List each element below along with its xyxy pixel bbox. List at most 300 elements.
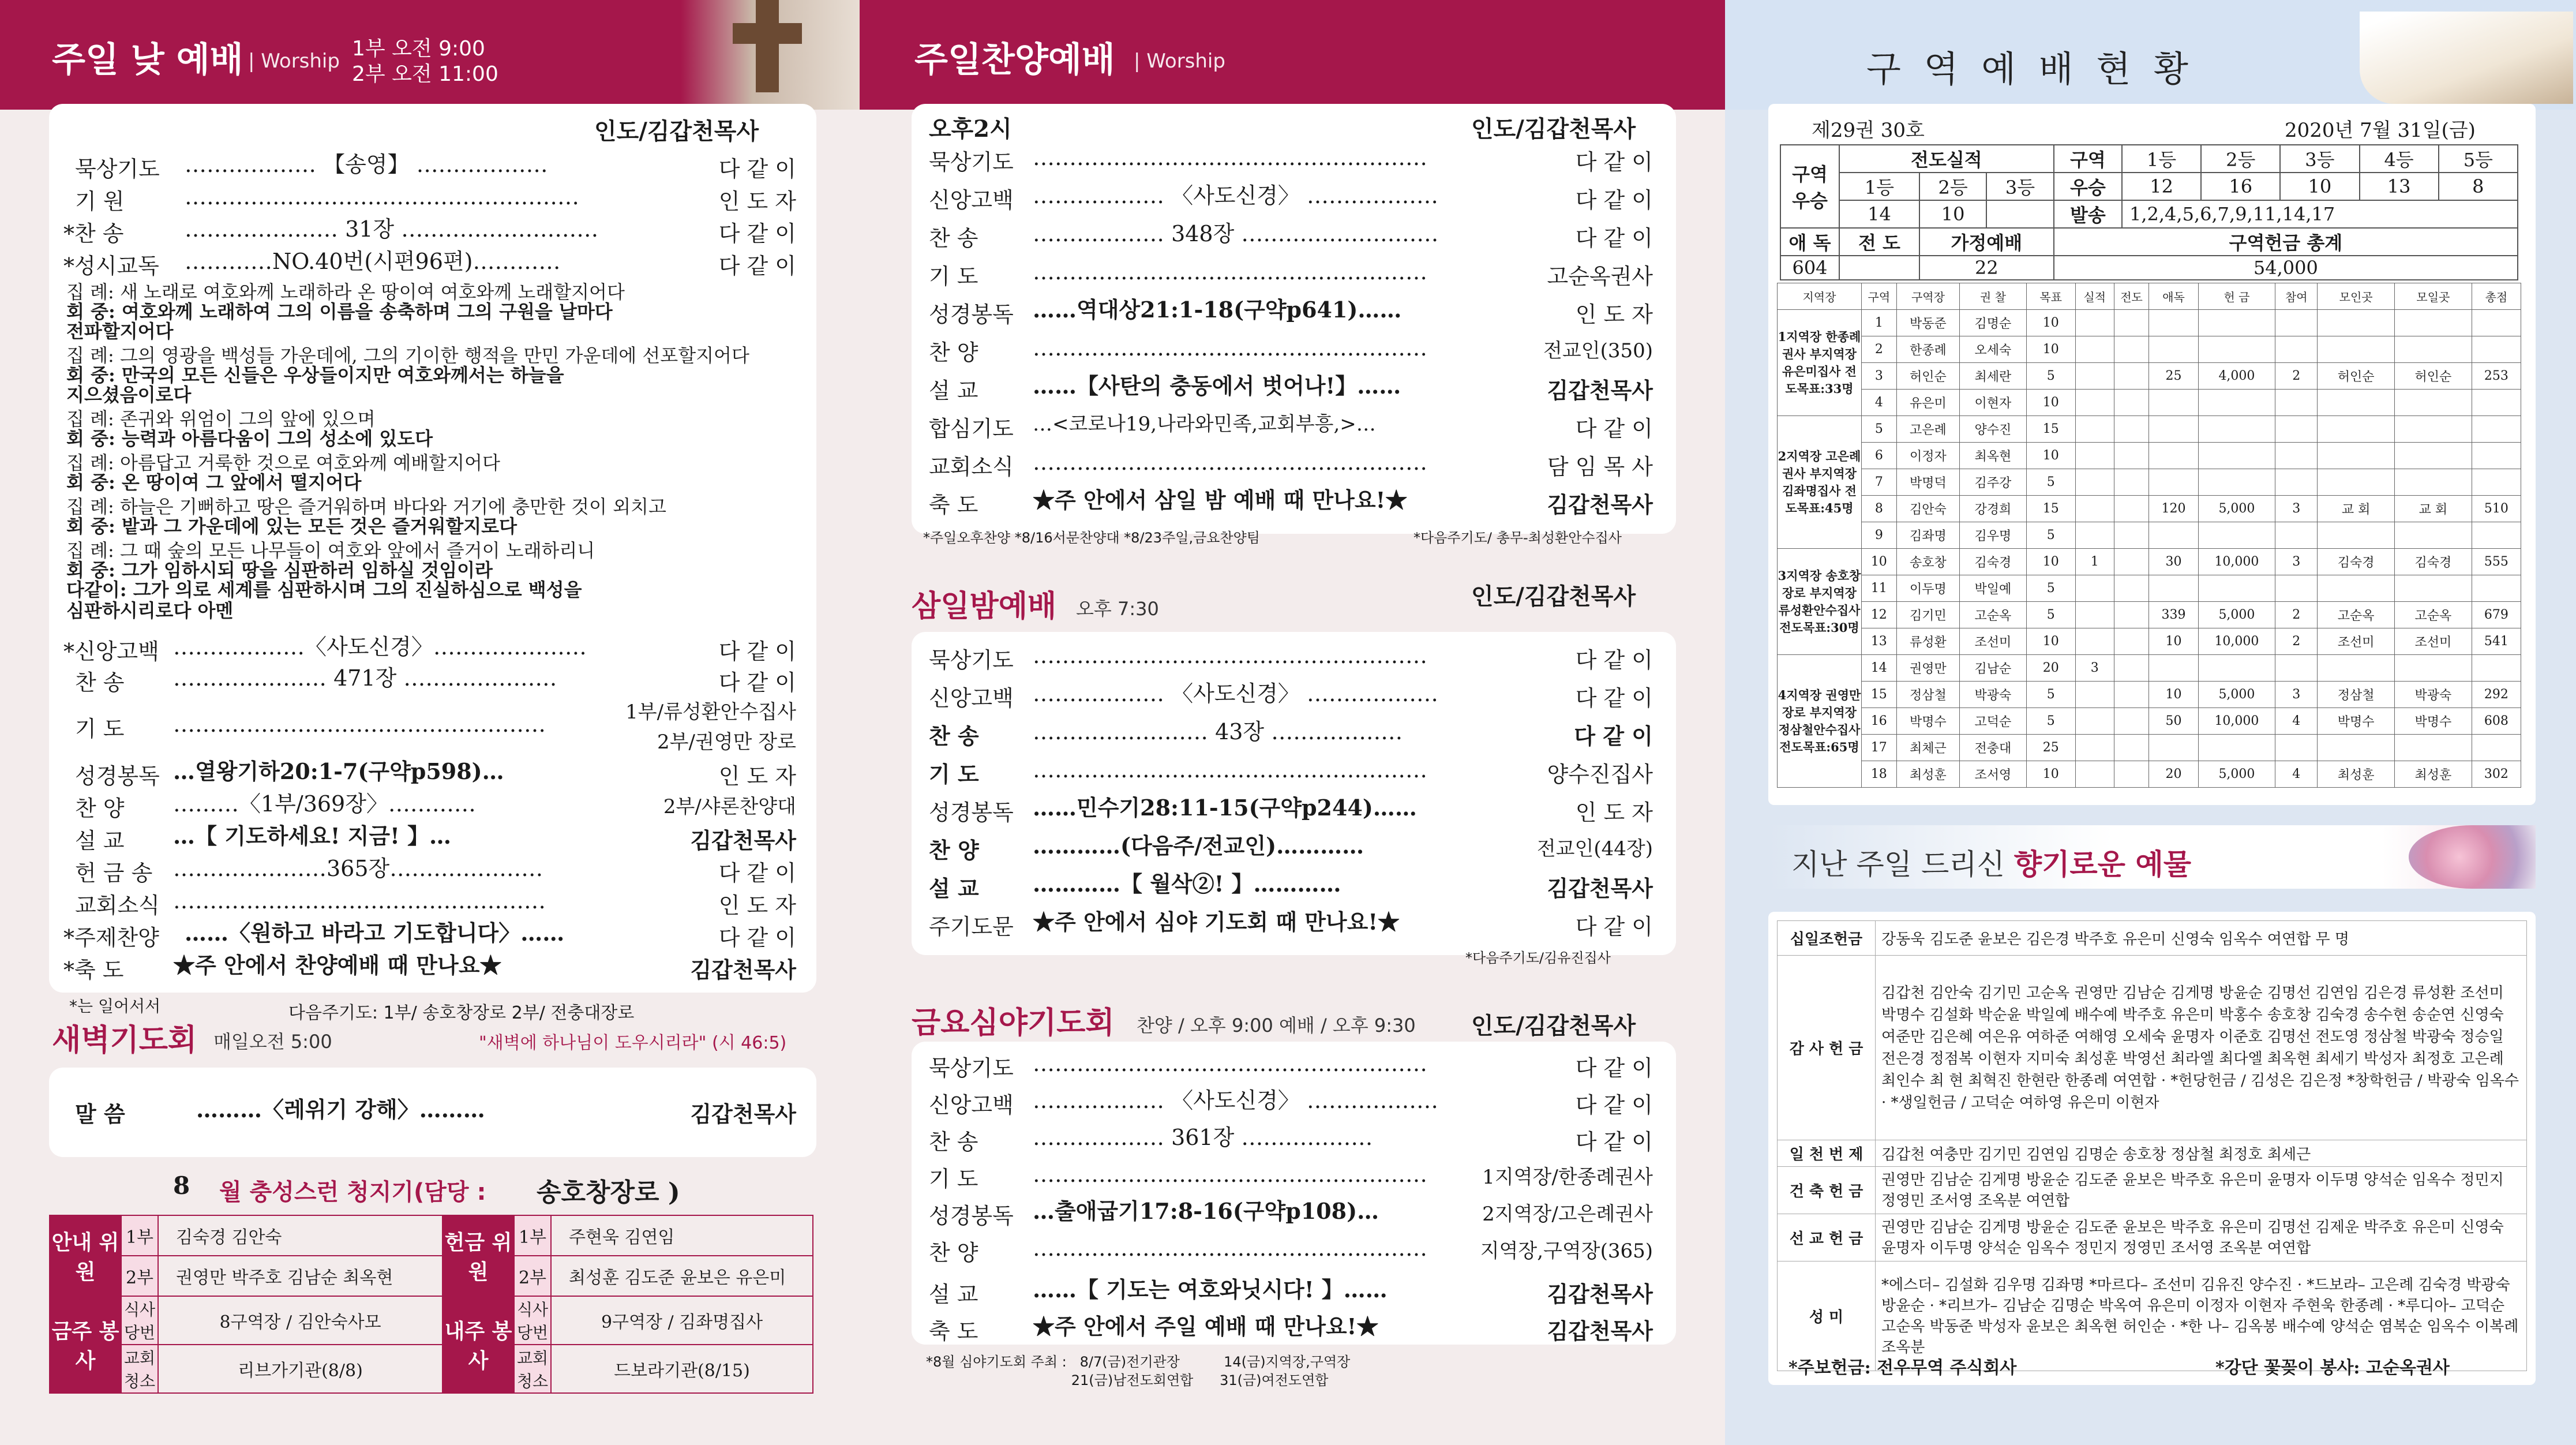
summary-cell: 8: [2439, 173, 2518, 200]
item-label: 묵상기도: [929, 647, 1014, 673]
cell-value: 11: [1861, 575, 1896, 602]
cell-value: 4: [1861, 390, 1896, 416]
header-title: 주일찬양예배: [914, 40, 1115, 80]
cell-value: 5: [2026, 575, 2075, 602]
dawn-motto: "새벽에 하나님이 도우시리라" (시 46:5): [479, 1033, 787, 1053]
issue-date: 2020년 7월 31일(금): [2285, 119, 2476, 142]
item-body: ………………………………………………: [1033, 757, 1427, 783]
cell-value: [2114, 761, 2149, 788]
cell-value: [2275, 310, 2318, 336]
cell-value: [2075, 761, 2114, 788]
cell-value: 고순옥: [2318, 602, 2395, 628]
resp-line: 전파할지어다: [66, 321, 174, 342]
cell-value: [2275, 390, 2318, 416]
cell-value: [2149, 735, 2198, 761]
item-body: ………………………………………………: [1033, 259, 1427, 284]
cell-value: 류성환: [1896, 628, 1959, 655]
item-body: ……………… 〈사도신경〉 ………………: [1033, 681, 1438, 706]
cell-value: 고덕순: [1960, 708, 2027, 735]
cell-value: [2318, 575, 2395, 602]
duty-people: 리브가기관(8/8): [158, 1345, 443, 1393]
item-label: 찬 송: [929, 723, 979, 749]
cell-value: [2075, 496, 2114, 522]
item-right: 1지역장/한종례권사: [1482, 1166, 1653, 1189]
item-right: 2부/샤론찬양대: [663, 795, 796, 818]
cell-value: 10: [2149, 628, 2198, 655]
cross-photo: [681, 0, 860, 110]
cell-value: 10: [2026, 443, 2075, 469]
cell-value: [2198, 575, 2275, 602]
cell-value: 5,000: [2198, 761, 2275, 788]
cell-value: 권영만: [1896, 655, 1959, 682]
cell-value: 5: [2026, 602, 2075, 628]
table-row: [1778, 443, 2521, 469]
cell-value: 조선미: [1960, 628, 2027, 655]
item-right: 다 같 이: [1575, 226, 1653, 251]
item-right: 다 같 이: [1575, 188, 1653, 213]
table-row: [50, 1296, 813, 1345]
summary-cell: 10: [2280, 173, 2359, 200]
cell-value: [2149, 310, 2198, 336]
item-label: 신앙고백: [929, 1092, 1014, 1118]
resp-line: 지으셨음이로다: [66, 384, 192, 405]
item-label: *축 도: [63, 957, 124, 983]
cell-value: [2395, 336, 2472, 363]
header-title: 주일 낮 예배: [52, 40, 243, 80]
cell-value: 2: [2275, 602, 2318, 628]
table-row: [1778, 496, 2521, 522]
item-body: …【 기도하세요! 지금! 】…: [173, 823, 452, 849]
table-row: [1778, 1214, 2527, 1261]
duty-sub: 식사당번: [121, 1296, 158, 1345]
resp-line: 회 중: 만국의 모든 신들은 우상들이지만 여호와께서는 하늘을: [66, 365, 564, 385]
cell-value: [2318, 310, 2395, 336]
item-right: 인 도 자: [718, 189, 796, 214]
table-row: [1778, 363, 2521, 390]
item-body: ……………… 〈사도신경〉 ………………: [1033, 183, 1438, 208]
header-sub: | Worship: [248, 50, 340, 73]
item-label: *신앙고백: [63, 639, 159, 664]
cell-value: [2114, 416, 2149, 443]
item-label: 신앙고백: [929, 686, 1014, 711]
offering-text: 권영만 김남순 김게명 방윤순 김도준 윤보은 박주호 유은미 윤명자 이두명 양석순 임옥수 정민지 정영민 조서영 조옥분 여연합: [1876, 1167, 2527, 1214]
item-label: 설 교: [75, 828, 125, 853]
table-header-row: [1778, 283, 2521, 310]
summary-head: 구역헌금 총계: [2054, 228, 2518, 256]
item-label: *주제찬양: [63, 925, 159, 950]
cell-value: [2075, 628, 2114, 655]
item-body: ………………………………………………: [1033, 1051, 1427, 1076]
offering-title: [1791, 841, 2191, 883]
item-body: ………………………………………………: [1033, 1162, 1427, 1187]
item-right: 김갑천목사: [690, 828, 796, 853]
cell-value: [2114, 575, 2149, 602]
cell-value: 10: [2026, 390, 2075, 416]
offering-text: 김갑천 김안숙 김기민 고순옥 권영만 김남순 김게명 방윤순 김명선 김연임 김은경 류성환 조선미 박명수 김설화 박순윤 박일예 배수예 박주호 유은미 박홍수 송호창 김숙경 송수현 송순연 신영숙 여준만 김은혜 여은유 여하준 여해영 오세숙 윤명자 이준호 김명선 전도영 정삼철 박광숙 정승일 전은경 정점복 이현자 지미숙 최성훈 박영선 최라엘 최다엘 최옥현 최세기 박성자 최정호 고은례 최인수 최 현 최혁진 한현란 한종례 여연합 · *헌당헌금 / 김성은 김은정 *창학헌금 / 박광숙 임옥수 · *생일헌금 / 고덕순 여하영 유은미 이현자: [1876, 956, 2527, 1140]
cell-value: 14: [1861, 655, 1896, 682]
item-label: *찬 송: [63, 221, 124, 246]
offering-title-plain: 지난 주일 드리신: [1791, 848, 2014, 881]
item-right: 다 같 이: [718, 925, 796, 950]
col-header: 모일곳: [2395, 283, 2472, 310]
summary-cell: 54,000: [2054, 256, 2518, 280]
afternoon-note2: *다음주기도/ 총무-최성환안수집사: [1413, 530, 1622, 546]
cell-value: 김숙경: [1960, 549, 2027, 575]
cell-value: 김좌명: [1896, 522, 1959, 549]
cell-value: [2275, 416, 2318, 443]
duty-sub: 2부: [121, 1256, 158, 1296]
item-label: 헌 금 송: [75, 860, 153, 886]
header-title: 구 역 예 배 현 황: [1866, 48, 2194, 90]
cell-value: [2075, 575, 2114, 602]
summary-cell: 13: [2360, 173, 2439, 200]
cell-value: 5: [2026, 469, 2075, 496]
cell-value: [2275, 575, 2318, 602]
offering-banner: [1768, 825, 2536, 889]
cell-value: 25: [2026, 735, 2075, 761]
item-label: 찬 양: [929, 837, 979, 863]
resp-line: 다같이: 그가 의로 세계를 심판하시며 그의 진실하심으로 백성을: [66, 579, 582, 600]
summary-cell: 1등: [1839, 173, 1919, 200]
cell-value: [2114, 363, 2149, 390]
item-body: ……………………………………………: [173, 712, 546, 737]
cell-value: [2075, 735, 2114, 761]
cell-value: 18: [1861, 761, 1896, 788]
next-prayer: 다음주기도: 1부/ 송호창장로 2부/ 전충대장로: [288, 1003, 635, 1023]
item-body: ★주 안에서 심야 기도회 때 만나요!★: [1033, 909, 1400, 935]
offering-text: 강동욱 김도준 윤보은 김은경 박주호 유은미 신영숙 임옥수 여연합 무 명: [1876, 921, 2527, 956]
cell-value: [2198, 522, 2275, 549]
cell-value: [2318, 443, 2395, 469]
cell-value: 이두명: [1896, 575, 1959, 602]
table-row: [1778, 336, 2521, 363]
cell-value: [2114, 469, 2149, 496]
item-label: 축 도: [929, 492, 978, 518]
cell-value: 허인순: [1896, 363, 1959, 390]
cell-value: [2149, 575, 2198, 602]
cell-value: [2395, 390, 2472, 416]
cell-value: 송호창: [1896, 549, 1959, 575]
cell-value: 3: [2075, 655, 2114, 682]
item-right: 김갑천목사: [1547, 377, 1653, 403]
item-label: 찬 송: [929, 1129, 978, 1155]
cell-value: 4: [2275, 708, 2318, 735]
cell-value: [2472, 735, 2521, 761]
item-label: 찬 양: [75, 796, 125, 821]
cell-value: [2198, 443, 2275, 469]
item-label: 설 교: [929, 875, 979, 901]
cell-value: [2472, 469, 2521, 496]
cell-value: 10,000: [2198, 628, 2275, 655]
offering-label: 일 천 번 제: [1778, 1140, 1876, 1167]
item-right: 다 같 이: [1575, 1129, 1653, 1155]
item-label: 찬 양: [929, 1240, 978, 1266]
col-header: 헌 금: [2198, 283, 2275, 310]
cell-value: 김기민: [1896, 602, 1959, 628]
item-body: ………………………………………………: [1033, 145, 1427, 170]
resp-line: 집 례: 그의 영광을 백성들 가운데에, 그의 기이한 행적을 만민 가운데에 선포할지어다: [66, 345, 749, 366]
resp-line: 회 중: 밭과 그 가운데에 있는 모든 것은 즐거워할지로다: [66, 516, 518, 537]
offering-text: 김갑천 여충만 김기민 김연임 김명순 송호창 정삼철 최정호 최세근: [1876, 1140, 2527, 1167]
cell-value: [2198, 336, 2275, 363]
cell-value: 김남순: [1960, 655, 2027, 682]
summary-head: 전도실적: [1839, 145, 2054, 173]
item-body: …………【 월삭②! 】…………: [1033, 871, 1341, 897]
cell-value: 3: [2275, 496, 2318, 522]
item-right: 다 같 이: [1575, 416, 1653, 441]
item-right: 김갑천목사: [1547, 1318, 1653, 1344]
item-label: 합심기도: [929, 416, 1014, 441]
cell-value: 정삼철: [1896, 682, 1959, 708]
table-row: [50, 1215, 813, 1256]
col-header: 총점: [2472, 283, 2521, 310]
item-body: ★주 안에서 찬양예배 때 만나요★: [173, 952, 502, 978]
item-right: 다 같 이: [1575, 914, 1653, 939]
summary-cell: 12: [2122, 173, 2201, 200]
fri-note1: *8월 심야기도회 주최 : 8/7(금)전기관장 14(금)지역장,구역장: [926, 1354, 1351, 1370]
cell-value: 김숙경: [2318, 549, 2395, 575]
flower-photo: [2409, 825, 2536, 889]
wed-time: 오후 7:30: [1076, 598, 1159, 620]
fri-title: 금요심야기도회: [912, 1006, 1115, 1040]
offering-label: 선 교 헌 금: [1778, 1214, 1876, 1261]
duty-sub: 식사당번: [514, 1296, 551, 1345]
cell-value: [2318, 655, 2395, 682]
cell-value: [2114, 708, 2149, 735]
cell-value: 10: [2026, 761, 2075, 788]
cell-value: 6: [1861, 443, 1896, 469]
item-body: ……………… 361장 ………………: [1033, 1125, 1373, 1150]
dawn-time: 매일오전 5:00: [213, 1031, 332, 1053]
summary-cell: 2등: [1919, 173, 1986, 200]
duty-people: 주현욱 김연임: [551, 1215, 813, 1256]
cell-value: [2149, 416, 2198, 443]
cell-value: [2395, 443, 2472, 469]
cell-value: 510: [2472, 496, 2521, 522]
item-body: ★주 안에서 주일 예배 때 만나요!★: [1033, 1313, 1379, 1339]
resp-line: 집 례: 그 때 숲의 모든 나무들이 여호와 앞에서 즐거이 노래하리니: [66, 540, 595, 561]
item-right: 다 같 이: [718, 156, 796, 182]
table-row: [1778, 921, 2527, 956]
cell-value: 박명수: [2395, 708, 2472, 735]
cell-value: [2318, 469, 2395, 496]
cell-value: 7: [1861, 469, 1896, 496]
duty-owner: 송호창장로 ): [537, 1178, 680, 1207]
duty-sub: 1부: [514, 1215, 551, 1256]
item-label: 설 교: [929, 378, 978, 403]
duty-group: 안내 위원: [50, 1215, 121, 1296]
region-leader: 3지역장 송호창장로 부지역장 류성환안수집사 전도목표:30명: [1778, 549, 1862, 655]
summary-cell: 4등: [2360, 145, 2439, 173]
summary-head: 애 독: [1780, 228, 1839, 256]
item-label: 찬 송: [929, 226, 978, 251]
cell-value: 최체근: [1896, 735, 1959, 761]
wed-title: 삼일밤예배: [912, 589, 1057, 624]
item-label: 묵상기도: [75, 156, 160, 182]
cell-value: [2198, 655, 2275, 682]
item-right: 전교인(350): [1543, 339, 1653, 362]
cell-value: [2318, 735, 2395, 761]
cell-value: [2114, 522, 2149, 549]
cell-value: [2198, 469, 2275, 496]
cell-value: 교 회: [2318, 496, 2395, 522]
fri-leader: 인도/김갑천목사: [1471, 1012, 1636, 1039]
header-afternoon: [860, 0, 1725, 110]
afternoon-leader: 인도/김갑천목사: [1471, 115, 1636, 143]
item-body: ……역대상21:1-18(구약p641)……: [1033, 297, 1402, 323]
summary-head: 발송: [2054, 200, 2122, 228]
afternoon-note: *주일오후찬양 *8/16서문찬양대 *8/23주일,금요찬양팀: [923, 530, 1260, 546]
cell-value: 292: [2472, 682, 2521, 708]
cell-value: [2395, 575, 2472, 602]
offering-label: 감 사 헌 금: [1778, 956, 1876, 1140]
cell-value: 5: [2026, 522, 2075, 549]
table-row: [1778, 575, 2521, 602]
cell-value: [2472, 310, 2521, 336]
cell-value: 조선미: [2395, 628, 2472, 655]
item-right: 다 같 이: [1575, 1055, 1653, 1081]
summary-cell: [1839, 256, 1919, 280]
item-body: ★주 안에서 삼일 밤 예배 때 만나요!★: [1033, 487, 1408, 513]
summary-cell: 1,2,4,5,6,7,9,11,14,17: [2122, 200, 2518, 228]
cell-value: [2472, 522, 2521, 549]
cell-value: [2114, 628, 2149, 655]
cell-value: 679: [2472, 602, 2521, 628]
item-right: 김갑천목사: [690, 957, 796, 983]
cell-value: [2075, 390, 2114, 416]
offering-title-accent: 향기로운 예물: [2013, 848, 2191, 881]
cell-value: 조선미: [2318, 628, 2395, 655]
duty-group: 내주 봉사: [443, 1296, 514, 1393]
header-time1: 1부 오전 9:00: [352, 37, 485, 61]
item-body: ………………………………………………: [1033, 450, 1427, 475]
cell-value: 박광숙: [2395, 682, 2472, 708]
item-right: 인 도 자: [718, 763, 796, 789]
header-cell-report: [1725, 0, 2576, 110]
cross-icon: [756, 0, 779, 92]
offering-table: [1777, 920, 2527, 1371]
item-label: 기 도: [929, 264, 978, 289]
resp-line: 집 례: 존귀와 위엄이 그의 앞에 있으며: [66, 409, 376, 429]
item-right: 담 임 목 사: [1547, 454, 1653, 480]
cell-value: 고순옥: [1960, 602, 2027, 628]
table-row: [1778, 735, 2521, 761]
table-row: [1778, 549, 2521, 575]
cell-value: 박일예: [1960, 575, 2027, 602]
summary-cell: 1등: [2122, 145, 2201, 173]
cell-value: [2149, 443, 2198, 469]
item-body: ………………………………………………: [1033, 335, 1427, 361]
cell-value: 5,000: [2198, 496, 2275, 522]
cell-value: 10,000: [2198, 708, 2275, 735]
col-header: 권 찰: [1960, 283, 2027, 310]
cell-value: 최옥현: [1960, 443, 2027, 469]
cell-value: 10: [2026, 310, 2075, 336]
duty-people: 9구역장 / 김좌명집사: [551, 1296, 813, 1345]
table-row: [1778, 416, 2521, 443]
item-body: …<코로나19,나라와민족,교회부흥,>…: [1033, 413, 1376, 436]
col-header: 실적: [2075, 283, 2114, 310]
cell-value: [2075, 336, 2114, 363]
table-row: [50, 1345, 813, 1393]
cell-value: 541: [2472, 628, 2521, 655]
cell-value: 10: [2026, 549, 2075, 575]
cell-value: [2472, 575, 2521, 602]
cell-value: 5: [1861, 416, 1896, 443]
cell-value: 10: [2026, 628, 2075, 655]
cell-value: [2318, 390, 2395, 416]
item-label: 교회소식: [75, 893, 160, 918]
cell-value: 339: [2149, 602, 2198, 628]
region-leader: 4지역장 권영만장로 부지역장 정삼철안수집사 전도목표:65명: [1778, 655, 1862, 788]
cell-value: 30: [2149, 549, 2198, 575]
cell-value: 유은미: [1896, 390, 1959, 416]
cell-value: 박동준: [1896, 310, 1959, 336]
item-body: ………………………………………………: [1033, 643, 1427, 668]
header-sunday: [0, 0, 860, 110]
cell-value: 608: [2472, 708, 2521, 735]
cell-value: [2275, 443, 2318, 469]
summary-cell: 3등: [2280, 145, 2359, 173]
item-body: ………………………………………………: [185, 184, 579, 209]
item-body: ……………………………………………: [173, 888, 546, 914]
duty-group: 헌금 위원: [443, 1215, 514, 1296]
cell-value: [2395, 416, 2472, 443]
cell-value: [2075, 416, 2114, 443]
cell-value: 1: [2075, 549, 2114, 575]
summary-cell: 604: [1780, 256, 1839, 280]
cell-value: 15: [1861, 682, 1896, 708]
cell-value: [2395, 735, 2472, 761]
cell-value: 25: [2149, 363, 2198, 390]
item-body: ………〈1부/369장〉…………: [173, 791, 476, 817]
cell-value: [2149, 469, 2198, 496]
cell-value: 2: [1861, 336, 1896, 363]
item-right: 2지역장/고은례권사: [1482, 1203, 1653, 1226]
resp-line: 회 중: 능력과 아름다움이 그의 성소에 있도다: [66, 428, 433, 449]
summary-head: 우승: [2054, 173, 2122, 200]
table-row: [1778, 1140, 2527, 1167]
item-label: 기 도: [929, 761, 979, 787]
cell-value: [2318, 416, 2395, 443]
col-header: 전도: [2114, 283, 2149, 310]
item-right: 김갑천목사: [1547, 1281, 1653, 1307]
item-right: 다 같 이: [718, 860, 796, 886]
dawn-title: 새벽기도회: [52, 1023, 197, 1058]
item-right: 다 같 이: [718, 670, 796, 695]
item-right: 김갑천목사: [1547, 492, 1653, 518]
item-body: …출애굽기17:8-16(구약p108)…: [1033, 1198, 1379, 1224]
item-right: 다 같 이: [718, 639, 796, 664]
item-body: ………………〈사도신경〉…………………: [173, 634, 587, 660]
cell-value: 9: [1861, 522, 1896, 549]
afternoon-time: 오후2시: [929, 115, 1012, 143]
cell-value: [2114, 602, 2149, 628]
item-label: 교회소식: [929, 454, 1014, 480]
resp-line: 회 중: 그가 임하시되 땅을 심판하러 임하실 것임이라: [66, 560, 493, 581]
cell-value: [2198, 735, 2275, 761]
summary-cell: 16: [2201, 173, 2280, 200]
cell-value: 최세란: [1960, 363, 2027, 390]
item-body: …열왕기하20:1-7(구약p598)…: [173, 758, 504, 784]
cell-value: 5,000: [2198, 602, 2275, 628]
cell-value: [2075, 682, 2114, 708]
cell-value: 최성훈: [2318, 761, 2395, 788]
summary-cell: 22: [1919, 256, 2054, 280]
cell-value: [2275, 469, 2318, 496]
item-label: 찬 양: [929, 340, 978, 365]
cell-value: 이현자: [1960, 390, 2027, 416]
